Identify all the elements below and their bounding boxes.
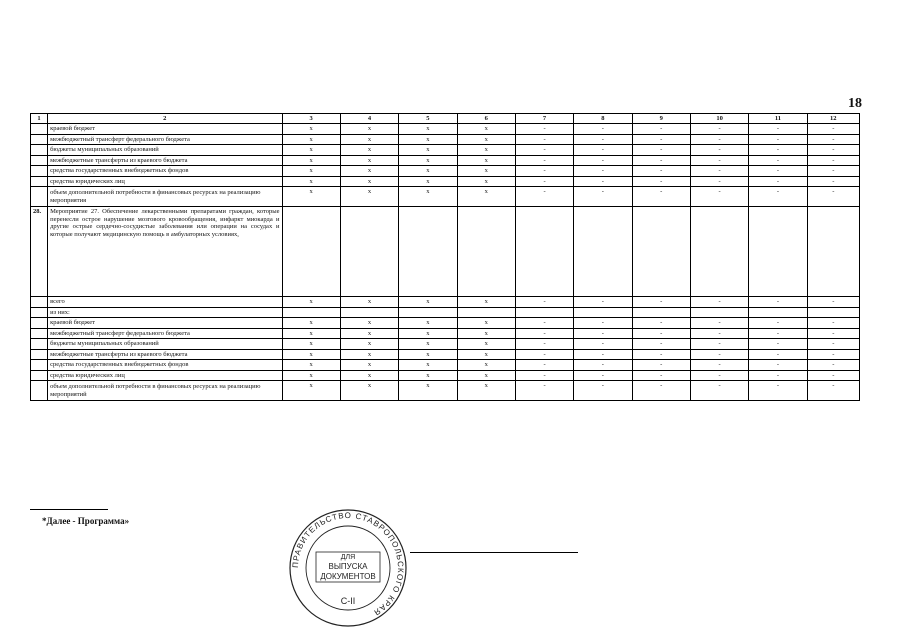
value-cell: -: [807, 370, 859, 380]
value-cell: [282, 307, 340, 317]
value-cell: -: [574, 349, 632, 359]
value-cell: x: [340, 145, 398, 155]
value-cell: -: [574, 360, 632, 370]
column-header: 1: [31, 114, 48, 124]
value-cell: -: [515, 339, 573, 349]
value-cell: [749, 307, 807, 317]
column-header: 4: [340, 114, 398, 124]
row-number-cell: [31, 187, 48, 207]
value-cell: x: [340, 134, 398, 144]
value-cell: x: [457, 381, 515, 401]
row-label: краевой бюджет: [48, 124, 282, 134]
value-cell: -: [690, 360, 748, 370]
value-cell: x: [282, 187, 340, 207]
value-cell: -: [807, 134, 859, 144]
column-header: 10: [690, 114, 748, 124]
column-header: 9: [632, 114, 690, 124]
row-number-cell: [31, 360, 48, 370]
value-cell: -: [749, 187, 807, 207]
column-header: 3: [282, 114, 340, 124]
value-cell: -: [749, 339, 807, 349]
row-label: средства юридических лиц: [48, 370, 282, 380]
row-number-cell: [31, 370, 48, 380]
row-label: средства государственных внебюджетных фондов: [48, 166, 282, 176]
footnote: *Далее - Программа»: [42, 516, 130, 526]
value-cell: -: [632, 124, 690, 134]
value-cell: x: [399, 360, 457, 370]
value-cell: -: [515, 166, 573, 176]
value-cell: x: [399, 318, 457, 328]
row-label: межбюджетный трансферт федерального бюджета: [48, 328, 282, 338]
value-cell: -: [749, 176, 807, 186]
value-cell: x: [457, 328, 515, 338]
value-cell: -: [749, 297, 807, 307]
table-row: [31, 297, 860, 307]
row-label: межбюджетный трансферт федерального бюджета: [48, 134, 282, 144]
value-cell: x: [457, 124, 515, 134]
column-header: 8: [574, 114, 632, 124]
value-cell: x: [399, 339, 457, 349]
value-cell: -: [807, 124, 859, 134]
value-cell: -: [690, 318, 748, 328]
value-cell: -: [574, 381, 632, 401]
value-cell: -: [807, 339, 859, 349]
value-cell: -: [632, 360, 690, 370]
row-number-cell: [31, 339, 48, 349]
row-number-cell: [31, 134, 48, 144]
value-cell: x: [399, 328, 457, 338]
value-cell: -: [690, 187, 748, 207]
column-header: 11: [749, 114, 807, 124]
value-cell: -: [749, 370, 807, 380]
value-cell: -: [632, 155, 690, 165]
row-label: межбюджетные трансферты из краевого бюджета: [48, 155, 282, 165]
value-cell: -: [515, 297, 573, 307]
value-cell: -: [690, 155, 748, 165]
value-cell: -: [632, 145, 690, 155]
table-row: [31, 145, 860, 155]
value-cell: -: [574, 297, 632, 307]
column-header: 7: [515, 114, 573, 124]
value-cell: [399, 307, 457, 317]
value-cell: -: [632, 349, 690, 359]
table-row: [31, 318, 860, 328]
table-row: [31, 124, 860, 134]
value-cell: -: [690, 176, 748, 186]
value-cell: x: [340, 360, 398, 370]
value-cell: -: [690, 166, 748, 176]
value-cell: x: [399, 381, 457, 401]
value-cell: x: [282, 360, 340, 370]
row-label: объем дополнительной потребности в финансовых ресурсах на реализацию мероприятий: [48, 381, 282, 401]
value-cell: x: [399, 297, 457, 307]
row-label: бюджеты муниципальных образований: [48, 339, 282, 349]
value-cell: -: [632, 297, 690, 307]
value-cell: [690, 307, 748, 317]
value-cell: -: [807, 349, 859, 359]
value-cell: -: [807, 166, 859, 176]
value-cell: -: [690, 370, 748, 380]
value-cell: -: [690, 145, 748, 155]
value-cell: [807, 307, 859, 317]
value-cell: -: [690, 134, 748, 144]
table-row: [31, 176, 860, 186]
row-number-cell: [31, 124, 48, 134]
value-cell: x: [399, 155, 457, 165]
value-cell: -: [690, 339, 748, 349]
value-cell: x: [457, 360, 515, 370]
value-cell: -: [807, 318, 859, 328]
value-cell: -: [515, 145, 573, 155]
value-cell: x: [282, 124, 340, 134]
row-number-cell: [31, 349, 48, 359]
row-label: всего: [48, 297, 282, 307]
value-cell: -: [515, 318, 573, 328]
value-cell: -: [749, 145, 807, 155]
value-cell: x: [282, 155, 340, 165]
row-label: объем дополнительной потребности в финансовых ресурсах на реализацию мероприятия: [48, 187, 282, 207]
value-cell: [574, 307, 632, 317]
column-header: 6: [457, 114, 515, 124]
value-cell: x: [340, 339, 398, 349]
value-cell: x: [282, 349, 340, 359]
value-cell: -: [515, 155, 573, 165]
stamp-line-3: ДОКУМЕНТОВ: [320, 572, 376, 581]
row-label: из них:: [48, 307, 282, 317]
measure-description: Мероприятие 27. Обеспечение лекарственными препаратами граждан, которые перенесли острое нарушение мозгового кровообращения, инфаркт миокарда и другие острые сердечно-сосудистые заболевания или операции на сосудах и которые получают медицинскую помощь в амбулаторных условиях,: [48, 207, 282, 297]
value-cell: -: [749, 318, 807, 328]
stamp-code: С-II: [340, 596, 356, 606]
value-cell: -: [632, 339, 690, 349]
value-cell: x: [399, 349, 457, 359]
value-cell: x: [457, 297, 515, 307]
value-cell: -: [807, 155, 859, 165]
value-cell: x: [399, 370, 457, 380]
value-cell: -: [632, 381, 690, 401]
value-cell: x: [282, 339, 340, 349]
value-cell: -: [690, 124, 748, 134]
value-cell: -: [574, 124, 632, 134]
value-cell: -: [515, 328, 573, 338]
value-cell: x: [457, 318, 515, 328]
table-row: [31, 328, 860, 338]
table-row: [31, 307, 860, 317]
row-number-cell: [31, 297, 48, 307]
value-cell: x: [399, 166, 457, 176]
value-cell: -: [807, 187, 859, 207]
value-cell: -: [690, 381, 748, 401]
value-cell: x: [457, 166, 515, 176]
value-cell: x: [399, 176, 457, 186]
value-cell: x: [399, 145, 457, 155]
value-cell: -: [690, 349, 748, 359]
value-cell: -: [515, 360, 573, 370]
row-label: средства юридических лиц: [48, 176, 282, 186]
stamp-ring-text: ПРАВИТЕЛЬСТВО СТАВРОПОЛЬСКОГО КРАЯ: [290, 510, 406, 618]
table-row: [31, 339, 860, 349]
stamp-line-2: ВЫПУСКА: [328, 562, 368, 571]
value-cell: -: [515, 370, 573, 380]
value-cell: -: [807, 381, 859, 401]
value-cell: -: [749, 166, 807, 176]
value-cell: -: [632, 370, 690, 380]
value-cell: -: [574, 166, 632, 176]
value-cell: -: [515, 176, 573, 186]
value-cell: x: [282, 318, 340, 328]
value-cell: x: [340, 297, 398, 307]
value-cell: x: [282, 297, 340, 307]
value-cell: -: [574, 370, 632, 380]
value-cell: x: [282, 176, 340, 186]
value-cell: -: [807, 328, 859, 338]
value-cell: -: [574, 318, 632, 328]
value-cell: x: [340, 124, 398, 134]
value-cell: -: [574, 155, 632, 165]
value-cell: x: [399, 134, 457, 144]
value-cell: x: [399, 187, 457, 207]
value-cell: x: [399, 124, 457, 134]
value-cell: x: [457, 187, 515, 207]
value-cell: -: [515, 187, 573, 207]
column-header: 2: [48, 114, 282, 124]
value-cell: x: [340, 155, 398, 165]
measure-number: 28.: [31, 207, 48, 297]
value-cell: -: [574, 339, 632, 349]
row-number-cell: [31, 318, 48, 328]
value-cell: -: [574, 134, 632, 144]
value-cell: x: [282, 166, 340, 176]
row-number-cell: [31, 166, 48, 176]
value-cell: x: [282, 134, 340, 144]
value-cell: -: [749, 381, 807, 401]
value-cell: -: [749, 328, 807, 338]
measure-row: [31, 207, 860, 297]
table-row: [31, 370, 860, 380]
value-cell: [457, 307, 515, 317]
column-header-row: [31, 114, 860, 124]
value-cell: -: [807, 297, 859, 307]
value-cell: x: [340, 370, 398, 380]
value-cell: x: [457, 370, 515, 380]
value-cell: -: [807, 145, 859, 155]
value-cell: [515, 307, 573, 317]
row-number-cell: [31, 145, 48, 155]
value-cell: -: [632, 134, 690, 144]
table-row: [31, 360, 860, 370]
value-cell: x: [340, 187, 398, 207]
value-cell: x: [340, 328, 398, 338]
value-cell: x: [457, 134, 515, 144]
value-cell: -: [749, 124, 807, 134]
column-header: 12: [807, 114, 859, 124]
budget-table: [30, 113, 860, 401]
column-header: 5: [399, 114, 457, 124]
value-cell: -: [515, 124, 573, 134]
value-cell: -: [574, 145, 632, 155]
row-label: межбюджетные трансферты из краевого бюджета: [48, 349, 282, 359]
value-cell: [340, 307, 398, 317]
value-cell: -: [632, 166, 690, 176]
value-cell: x: [282, 145, 340, 155]
value-cell: -: [807, 176, 859, 186]
row-number-cell: [31, 155, 48, 165]
table-row: [31, 166, 860, 176]
footnote-divider: [30, 509, 108, 510]
row-label: средства государственных внебюджетных фондов: [48, 360, 282, 370]
value-cell: x: [457, 349, 515, 359]
row-label: краевой бюджет: [48, 318, 282, 328]
table-row: [31, 134, 860, 144]
value-cell: -: [632, 187, 690, 207]
value-cell: -: [574, 187, 632, 207]
document-stamp: [286, 506, 410, 630]
value-cell: x: [340, 318, 398, 328]
value-cell: x: [340, 166, 398, 176]
value-cell: -: [690, 297, 748, 307]
value-cell: x: [340, 381, 398, 401]
table-row: [31, 381, 860, 401]
table-row: [31, 349, 860, 359]
page-number: 18: [848, 96, 862, 111]
value-cell: -: [749, 155, 807, 165]
value-cell: x: [282, 381, 340, 401]
value-cell: -: [690, 328, 748, 338]
value-cell: -: [749, 349, 807, 359]
value-cell: -: [515, 381, 573, 401]
stamp-line-1: ДЛЯ: [340, 554, 356, 561]
value-cell: -: [632, 176, 690, 186]
value-cell: -: [632, 318, 690, 328]
row-number-cell: [31, 328, 48, 338]
value-cell: -: [749, 360, 807, 370]
value-cell: -: [632, 328, 690, 338]
value-cell: x: [282, 370, 340, 380]
value-cell: x: [457, 145, 515, 155]
row-number-cell: [31, 307, 48, 317]
table-row: [31, 155, 860, 165]
row-label: бюджеты муниципальных образований: [48, 145, 282, 155]
value-cell: x: [282, 328, 340, 338]
value-cell: x: [340, 176, 398, 186]
value-cell: -: [515, 134, 573, 144]
table-row: [31, 187, 860, 207]
value-cell: x: [457, 155, 515, 165]
row-number-cell: [31, 381, 48, 401]
value-cell: -: [749, 134, 807, 144]
value-cell: x: [340, 349, 398, 359]
value-cell: -: [807, 360, 859, 370]
signature-line: [410, 552, 578, 553]
value-cell: -: [574, 328, 632, 338]
value-cell: x: [457, 339, 515, 349]
value-cell: x: [457, 176, 515, 186]
value-cell: -: [515, 349, 573, 359]
row-number-cell: [31, 176, 48, 186]
value-cell: -: [574, 176, 632, 186]
value-cell: [632, 307, 690, 317]
